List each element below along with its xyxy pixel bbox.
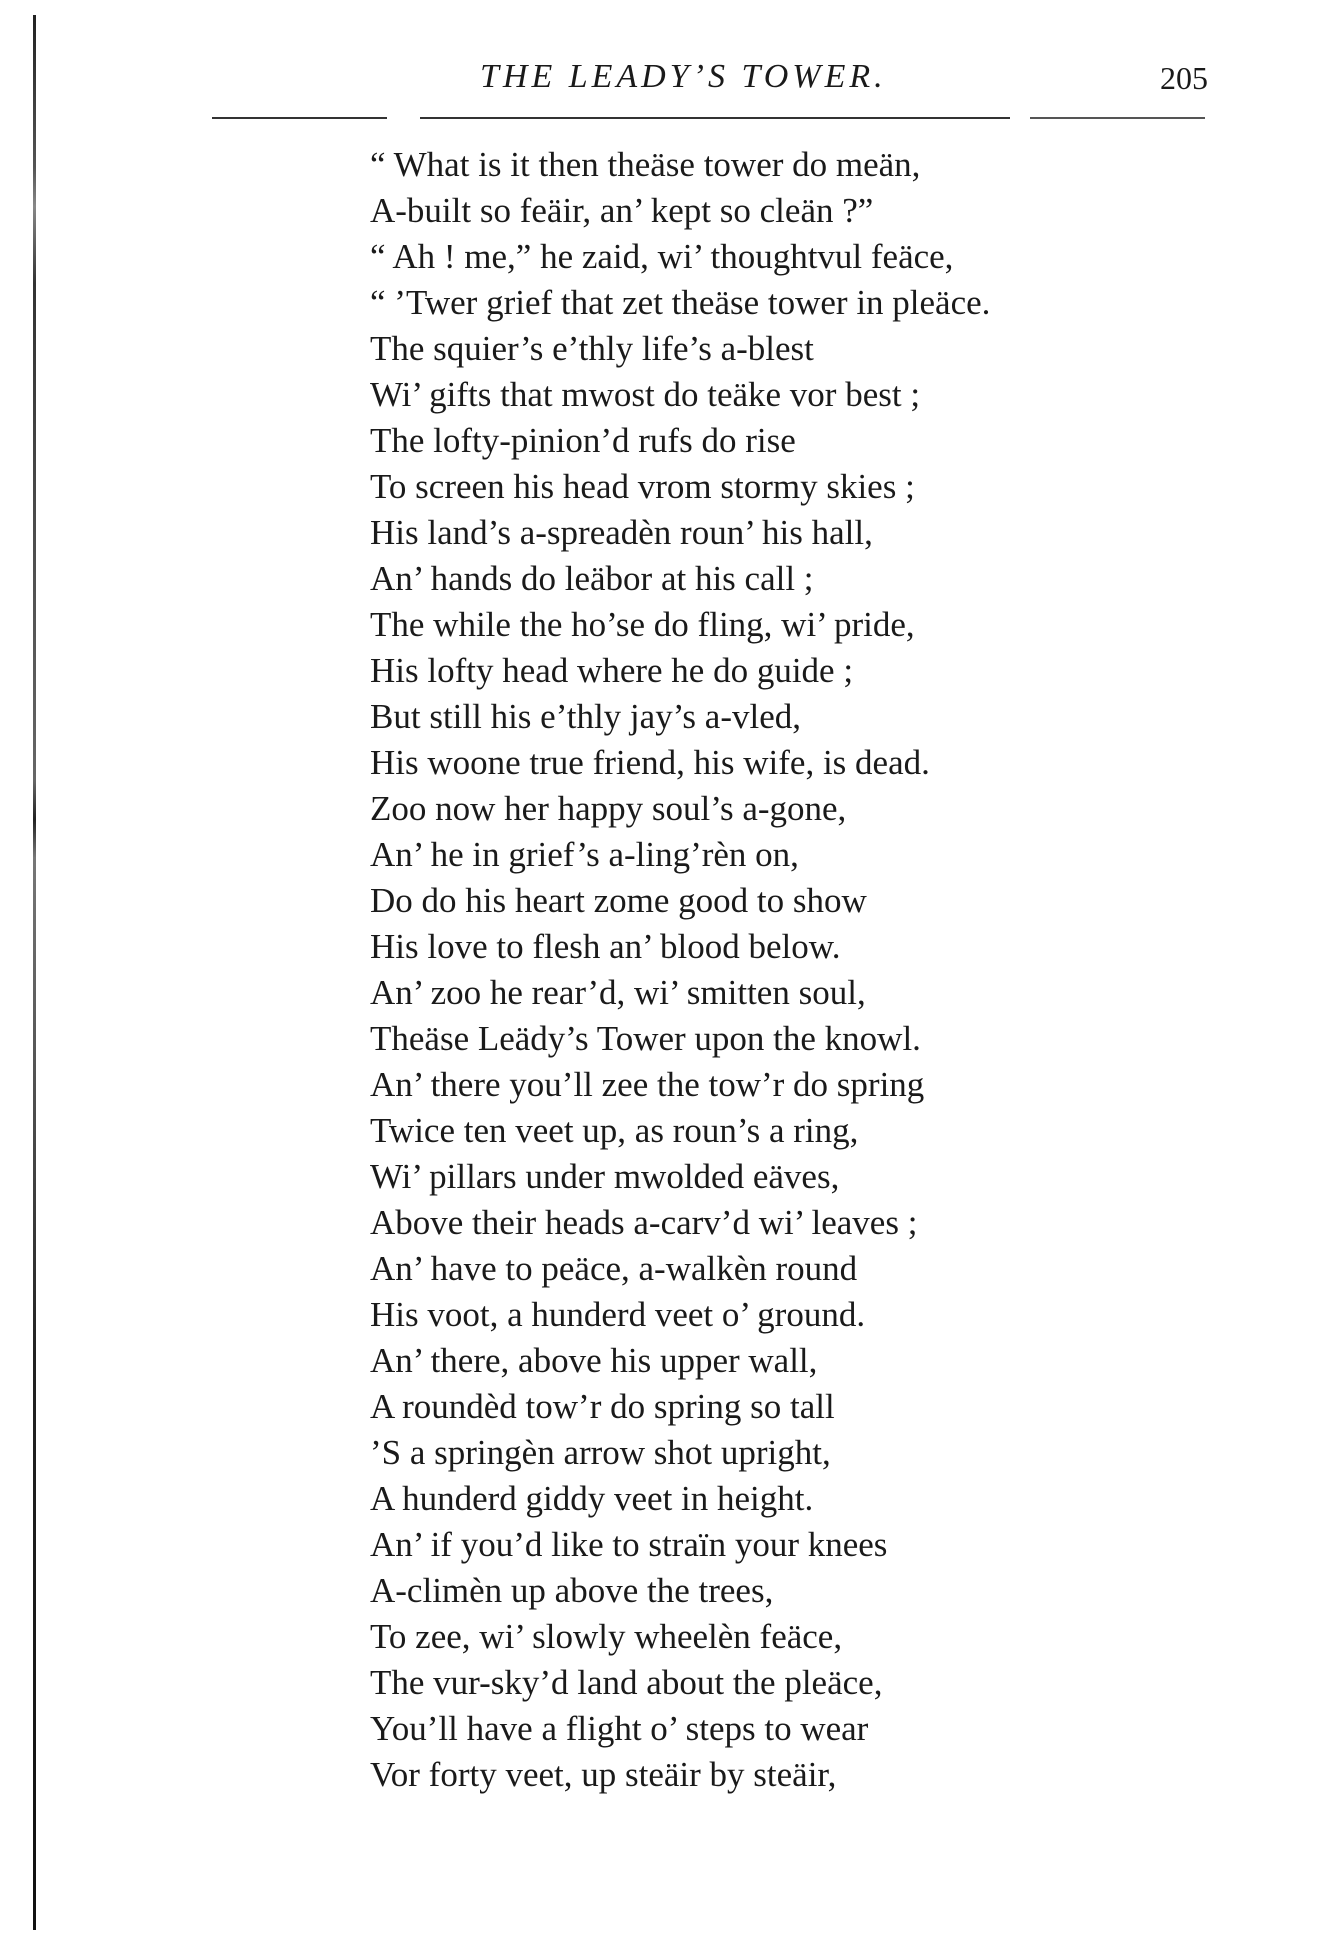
poem-line: The while the ho’se do fling, wi’ pride,	[370, 605, 915, 644]
poem-line: A-built so feäir, an’ kept so cleän ?”	[370, 191, 874, 230]
poem-line: An’ there you’ll zee the tow’r do spring	[370, 1065, 925, 1104]
poem-line: Theäse Leädy’s Tower upon the knowl.	[370, 1019, 921, 1058]
poem-line: An’ he in grief’s a-ling’rèn on,	[370, 835, 799, 874]
poem-line: An’ there, above his upper wall,	[370, 1341, 818, 1380]
header-rule-right	[1030, 117, 1205, 119]
poem-line: The vur-sky’d land about the pleäce,	[370, 1663, 883, 1702]
poem-line: An’ if you’d like to straïn your knees	[370, 1525, 888, 1564]
poem-line: Do do his heart zome good to show	[370, 881, 867, 920]
poem-line: Twice ten veet up, as roun’s a ring,	[370, 1111, 859, 1150]
poem-line: His lofty head where he do guide ;	[370, 651, 854, 690]
poem-line: Above their heads a-carv’d wi’ leaves ;	[370, 1203, 918, 1242]
poem-line: His land’s a-spreadèn roun’ his hall,	[370, 513, 873, 552]
poem-line: The squier’s e’thly life’s a-blest	[370, 329, 814, 368]
poem-line: His love to flesh an’ blood below.	[370, 927, 841, 966]
poem-text	[370, 142, 1190, 1798]
page-number: 205	[1160, 60, 1208, 96]
binding-edge	[33, 15, 36, 1930]
poem-line: A roundèd tow’r do spring so tall	[370, 1387, 835, 1426]
poem-line: To screen his head vrom stormy skies ;	[370, 467, 915, 506]
poem-line: “ What is it then theäse tower do meän,	[370, 145, 921, 184]
poem-line: An’ zoo he rear’d, wi’ smitten soul,	[370, 973, 866, 1012]
header-rule-center	[420, 117, 1010, 119]
poem-line: Wi’ gifts that mwost do teäke vor best ;	[370, 375, 921, 414]
page-header	[0, 58, 1333, 118]
header-rule-left	[212, 117, 387, 119]
poem-line: The lofty-pinion’d rufs do rise	[370, 421, 796, 460]
poem-line: ’S a springèn arrow shot upright,	[370, 1433, 831, 1472]
poem-line: A-climèn up above the trees,	[370, 1571, 774, 1610]
poem-line: His voot, a hunderd veet o’ ground.	[370, 1295, 866, 1334]
poem-line: Vor forty veet, up steäir by steäir,	[370, 1755, 837, 1794]
poem-line: You’ll have a flight o’ steps to wear	[370, 1709, 869, 1748]
poem-line: His woone true friend, his wife, is dead.	[370, 743, 930, 782]
poem-line: “ ’Twer grief that zet theäse tower in pleäce.	[370, 283, 991, 322]
running-title: THE LEADY’S TOWER.	[480, 58, 887, 95]
poem-line: An’ have to peäce, a-walkèn round	[370, 1249, 858, 1288]
poem-line: But still his e’thly jay’s a-vled,	[370, 697, 801, 736]
poem-line: Wi’ pillars under mwolded eäves,	[370, 1157, 840, 1196]
poem-line: Zoo now her happy soul’s a-gone,	[370, 789, 847, 828]
poem-line: A hunderd giddy veet in height.	[370, 1479, 814, 1518]
poem-line: “ Ah ! me,” he zaid, wi’ thoughtvul feäce,	[370, 237, 954, 276]
poem-line: To zee, wi’ slowly wheelèn feäce,	[370, 1617, 843, 1656]
poem-line: An’ hands do leäbor at his call ;	[370, 559, 814, 598]
